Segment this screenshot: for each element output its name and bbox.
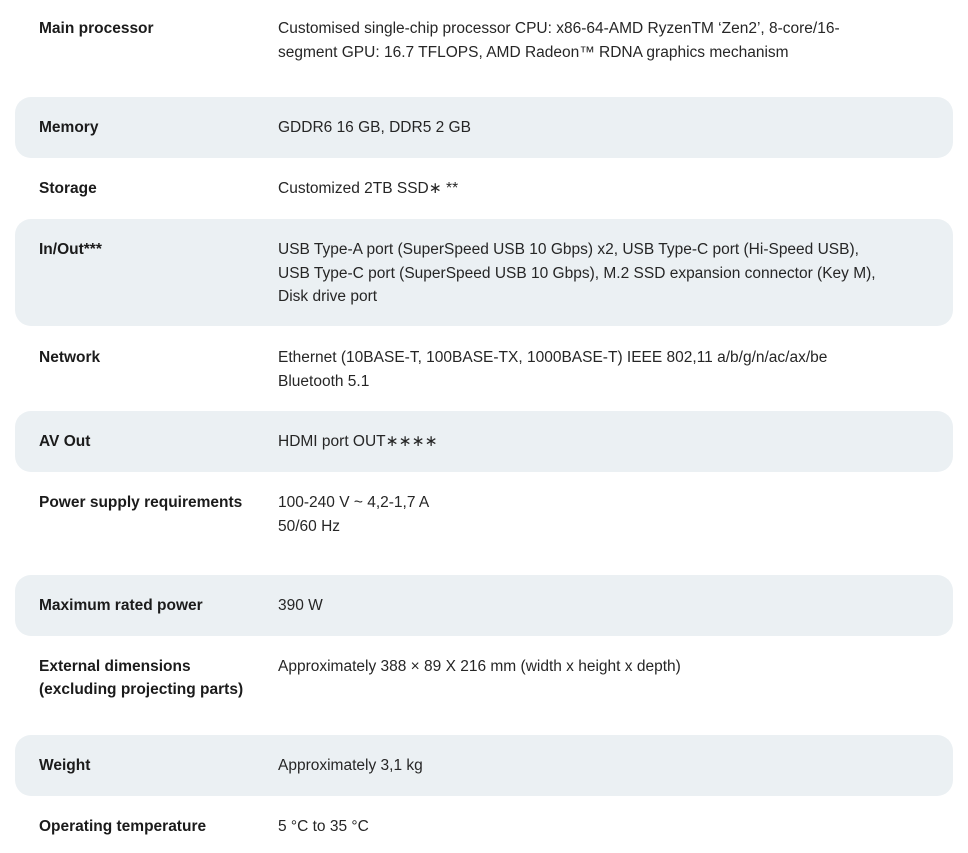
spec-value xyxy=(278,17,933,64)
spec-label: Storage xyxy=(39,180,97,197)
spec-row-max-power xyxy=(15,575,953,636)
spec-label: Power supply requirements xyxy=(39,494,243,511)
spec-value-line: 100-240 V ~ 4,2-1,7 A xyxy=(278,494,430,511)
spec-value xyxy=(278,655,933,679)
spec-label: Maximum rated power xyxy=(39,597,203,614)
spec-value-line: Customised single-chip processor CPU: x86-64-AMD RyzenTM ‘Zen2’, 8-core/16- xyxy=(278,20,840,37)
spec-value-line: 50/60 Hz xyxy=(278,517,341,535)
spec-value-line: Approximately 3,1 kg xyxy=(278,757,423,774)
spec-row-main-processor xyxy=(15,0,953,85)
spec-value-line: GDDR6 16 GB, DDR5 2 GB xyxy=(278,119,471,136)
spec-row-network xyxy=(15,326,953,411)
spec-label-line: (excluding projecting parts) xyxy=(39,681,244,698)
spec-value xyxy=(278,238,933,309)
spec-row-weight xyxy=(15,735,953,796)
spec-value-line: Disk drive port xyxy=(278,288,378,305)
spec-value-line: Customized 2TB SSD∗ ** xyxy=(278,180,459,197)
spec-label: Memory xyxy=(39,119,99,136)
spec-value xyxy=(278,491,933,538)
spec-value xyxy=(278,177,933,201)
spec-value xyxy=(278,430,933,454)
spec-value-line: 5 °C to 35 °C xyxy=(278,818,369,835)
spec-value-line: HDMI port OUT∗∗∗∗ xyxy=(278,433,438,450)
spec-label: In/Out*** xyxy=(39,241,102,258)
spec-row-power-supply xyxy=(15,472,953,575)
spec-row-av-out xyxy=(15,411,953,472)
spec-value-line: Bluetooth 5.1 xyxy=(278,372,370,390)
spec-value xyxy=(278,754,933,778)
spec-row-dimensions xyxy=(15,636,953,735)
spec-label: Main processor xyxy=(39,20,154,37)
spec-label xyxy=(39,655,274,701)
spec-value xyxy=(278,594,933,618)
spec-label-line: External dimensions xyxy=(39,658,191,675)
spec-row-operating-temperature xyxy=(15,796,953,853)
spec-label: Operating temperature xyxy=(39,818,207,835)
spec-value-line: 390 W xyxy=(278,597,323,614)
spec-value-line: Ethernet (10BASE-T, 100BASE-TX, 1000BASE-T) IEEE 802,11 a/b/g/n/ac/ax/be xyxy=(278,349,828,366)
spec-value-line: segment GPU: 16.7 TFLOPS, AMD Radeon™ RDNA graphics mechanism xyxy=(278,43,789,61)
spec-value xyxy=(278,346,933,393)
spec-label: Weight xyxy=(39,757,91,774)
spec-label: Network xyxy=(39,349,101,366)
spec-value xyxy=(278,116,933,140)
spec-value-line: USB Type-A port (SuperSpeed USB 10 Gbps) x2, USB Type-C port (Hi-Speed USB), xyxy=(278,241,859,258)
spec-row-memory xyxy=(15,97,953,158)
spec-row-in-out xyxy=(15,219,953,326)
spec-row-storage xyxy=(15,158,953,219)
spec-value-line: USB Type-C port (SuperSpeed USB 10 Gbps), M.2 SSD expansion connector (Key M), xyxy=(278,264,876,282)
spec-label: AV Out xyxy=(39,433,91,450)
spec-value xyxy=(278,815,933,839)
spec-value-line: Approximately 388 × 89 X 216 mm (width x height x depth) xyxy=(278,658,681,675)
